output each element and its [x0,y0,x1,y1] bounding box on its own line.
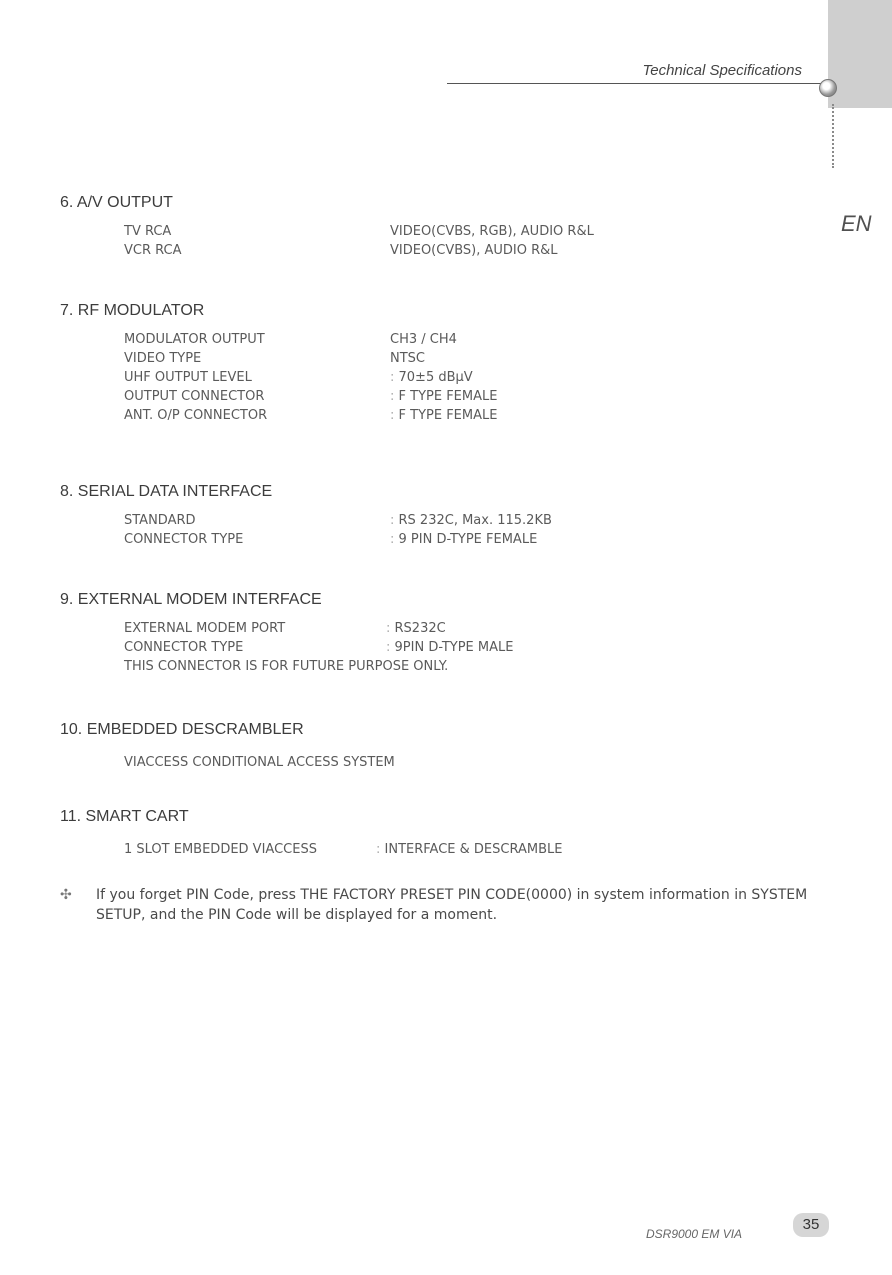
spec-label: CONNECTOR TYPE [124,532,244,547]
corner-tab [828,0,892,108]
section-rf-modulator [60,300,820,425]
spec-note [60,657,820,676]
spec-row [60,241,820,260]
section-title: 6. A/V OUTPUT [60,194,173,211]
footer-model: DSR9000 EM VIA [646,1227,743,1241]
spec-label: TV RCA [124,224,172,239]
spec-label: VIDEO TYPE [124,351,202,366]
spec-value: VIDEO(CVBS, RGB), AUDIO R&L [390,224,594,239]
spec-row [60,753,820,772]
spec-value: VIDEO(CVBS), AUDIO R&L [390,243,558,258]
spec-value: : 9 PIN D-TYPE FEMALE [390,530,537,549]
spec-value: : F TYPE FEMALE [390,406,497,425]
spec-label: EXTERNAL MODEM PORT [124,621,286,636]
spec-note-text: THIS CONNECTOR IS FOR FUTURE PURPOSE ONLY. [124,659,449,674]
header-rule [447,83,825,84]
spec-label: OUTPUT CONNECTOR [124,389,265,404]
spec-value: : RS232C [386,619,446,638]
spec-value: CH3 / CH4 [390,332,457,347]
spec-value: : F TYPE FEMALE [390,387,497,406]
section-external-modem-interface [60,589,820,676]
section-title: 7. RF MODULATOR [60,302,205,319]
spec-value: : 70±5 dBμV [390,368,473,387]
spec-value: : INTERFACE & DESCRAMBLE [376,840,562,859]
spec-value: : 9PIN D-TYPE MALE [386,638,513,657]
section-title: 8. SERIAL DATA INTERFACE [60,483,273,500]
spec-row [60,638,820,657]
section-av-output [60,192,820,260]
section-serial-data-interface [60,481,820,549]
spec-row [60,368,820,387]
spec-row [60,530,820,549]
spec-label: STANDARD [124,513,196,528]
dotted-line [832,104,834,168]
spec-row [60,222,820,241]
spec-row [60,349,820,368]
spec-label: ANT. O/P CONNECTOR [124,408,268,423]
spec-label: MODULATOR OUTPUT [124,332,265,347]
rule-knob-icon [819,79,837,97]
language-badge: EN [841,211,872,236]
spec-row [60,619,820,638]
spec-label: CONNECTOR TYPE [124,640,244,655]
header-title: Technical Specifications [642,62,802,79]
spec-text: VIACCESS CONDITIONAL ACCESS SYSTEM [124,755,395,770]
section-embedded-descrambler [60,719,820,772]
spec-label: UHF OUTPUT LEVEL [124,370,252,385]
section-title: 10. EMBEDDED DESCRAMBLER [60,721,304,738]
section-smart-cart [60,806,820,859]
note-bullet-icon: ✣ [60,887,72,903]
section-title: 11. SMART CART [60,808,189,825]
spec-row [60,840,820,859]
spec-row [60,330,820,349]
spec-row [60,387,820,406]
spec-row [60,511,820,530]
spec-row [60,406,820,425]
spec-value: NTSC [390,351,425,366]
note-text: If you forget PIN Code, press THE FACTORY PRESET PIN CODE(0000) in system information in SYSTEM SETUP, and the PIN Code will be displayed for a moment. [96,887,808,923]
spec-label: 1 SLOT EMBEDDED VIACCESS [124,842,317,857]
page-number: 35 [793,1213,829,1237]
section-title: 9. EXTERNAL MODEM INTERFACE [60,591,322,608]
spec-label: VCR RCA [124,243,182,258]
spec-value: : RS 232C, Max. 115.2KB [390,511,552,530]
